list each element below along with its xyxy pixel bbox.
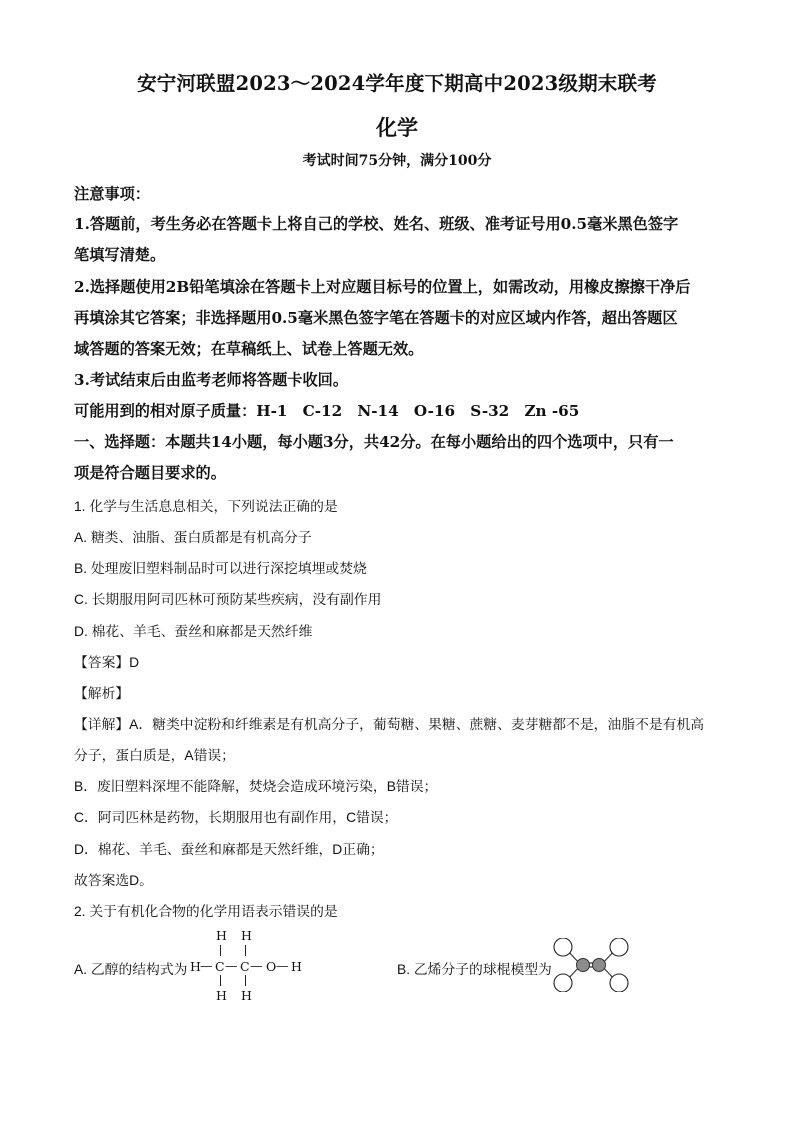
- formula-h-bot-2: H: [241, 988, 252, 1003]
- q1-stem: 1. 化学与生活息息相关，下列说法正确的是: [74, 499, 338, 514]
- q1-detail-c: C．阿司匹林是药物，长期服用也有副作用，C错误；: [74, 810, 398, 825]
- formula-bond-4: —: [276, 958, 289, 973]
- formula-bond-v1: [220, 945, 221, 956]
- formula-h-left: H: [190, 959, 201, 974]
- notice-item-1-line-2: 笔填写清楚。: [74, 246, 166, 264]
- formula-bond-3: —: [250, 958, 263, 973]
- formula-c2: C: [240, 959, 250, 974]
- q1-detail-b: B．废旧塑料深埋不能降解，焚烧会造成环境污染，B错误；: [74, 779, 438, 794]
- q1-option-d: D. 棉花、羊毛、蚕丝和麻都是天然纤维: [74, 624, 313, 639]
- atomic-mass-line: 可能用到的相对原子质量：H-1 C-12 N-14 O-16 S-32 Zn -65: [74, 402, 580, 420]
- q2-option-a-label: A. 乙醇的结构式为: [74, 962, 188, 977]
- formula-bond-v2: [245, 945, 246, 956]
- formula-h-top-2: H: [241, 928, 252, 943]
- model-h-atom-1: [554, 938, 572, 956]
- q1-conclusion: 故答案选D。: [74, 873, 153, 888]
- notice-item-2-line-3: 域答题的答案无效；在草稿纸上、试卷上答题无效。: [74, 340, 424, 358]
- model-c-atom-2: [593, 959, 606, 972]
- formula-h-top-1: H: [216, 928, 227, 943]
- section-1-heading-line-1: 一、选择题：本题共14小题，每小题3分，共42分。在每小题给出的四个选项中，只有一: [74, 433, 674, 451]
- ethylene-ball-and-stick-model: [552, 938, 630, 992]
- q1-detail-d: D．棉花、羊毛、蚕丝和麻都是天然纤维，D正确；: [74, 842, 384, 857]
- notice-item-2-line-2: 再填涂其它答案；非选择题用0.5毫米黑色签字笔在答题卡的对应区域内作答，超出答题区: [74, 309, 678, 327]
- q1-option-a: A. 糖类、油脂、蛋白质都是有机高分子: [74, 530, 312, 545]
- formula-bond-1: —: [200, 958, 213, 973]
- notice-item-3: 3.考试结束后由监考老师将答题卡收回。: [74, 371, 349, 389]
- notice-heading: 注意事项：: [74, 185, 150, 203]
- formula-o: O: [266, 959, 277, 974]
- q1-option-b: B. 处理废旧塑料制品时可以进行深挖填埋或焚烧: [74, 561, 367, 576]
- model-h-atom-4: [610, 974, 628, 992]
- q1-analysis-label: 【解析】: [74, 686, 130, 701]
- q2-stem: 2. 关于有机化合物的化学用语表示错误的是: [74, 904, 338, 919]
- formula-bond-v3: [220, 975, 221, 986]
- exam-title: 安宁河联盟2023～2024学年度下期高中2023级期末联考: [137, 72, 657, 95]
- formula-h-right: H: [291, 959, 302, 974]
- exam-time: 考试时间75分钟，满分100分: [302, 153, 492, 169]
- model-h-atom-3: [610, 938, 628, 956]
- subject-title: 化学: [376, 115, 418, 140]
- formula-h-bot-1: H: [216, 988, 227, 1003]
- model-h-atom-2: [554, 974, 572, 992]
- formula-c1: C: [215, 959, 225, 974]
- q1-detail-line-2: 分子，蛋白质是，A错误；: [74, 748, 235, 763]
- q1-answer: 【答案】D: [74, 655, 140, 670]
- q2-option-b-label: B. 乙烯分子的球棍模型为: [397, 962, 552, 977]
- section-1-heading-line-2: 项是符合题目要求的。: [74, 464, 226, 482]
- notice-item-1-line-1: 1.答题前，考生务必在答题卡上将自己的学校、姓名、班级、准考证号用0.5毫米黑色签字: [74, 215, 679, 233]
- q1-option-c: C. 长期服用阿司匹林可预防某些疾病，没有副作用: [74, 592, 382, 607]
- q1-detail-line-1: 【详解】A．糖类中淀粉和纤维素是有机高分子，葡萄糖、果糖、蔗糖、麦芽糖都不是，油脂不是有机高: [74, 717, 705, 732]
- model-c-atom-1: [577, 959, 590, 972]
- notice-item-2-line-1: 2.选择题使用2B铅笔填涂在答题卡上对应题目标号的位置上，如需改动，用橡皮擦擦干净后: [74, 278, 691, 296]
- formula-bond-v4: [245, 975, 246, 986]
- formula-bond-2: —: [225, 958, 238, 973]
- ethanol-structural-formula: [190, 928, 320, 1006]
